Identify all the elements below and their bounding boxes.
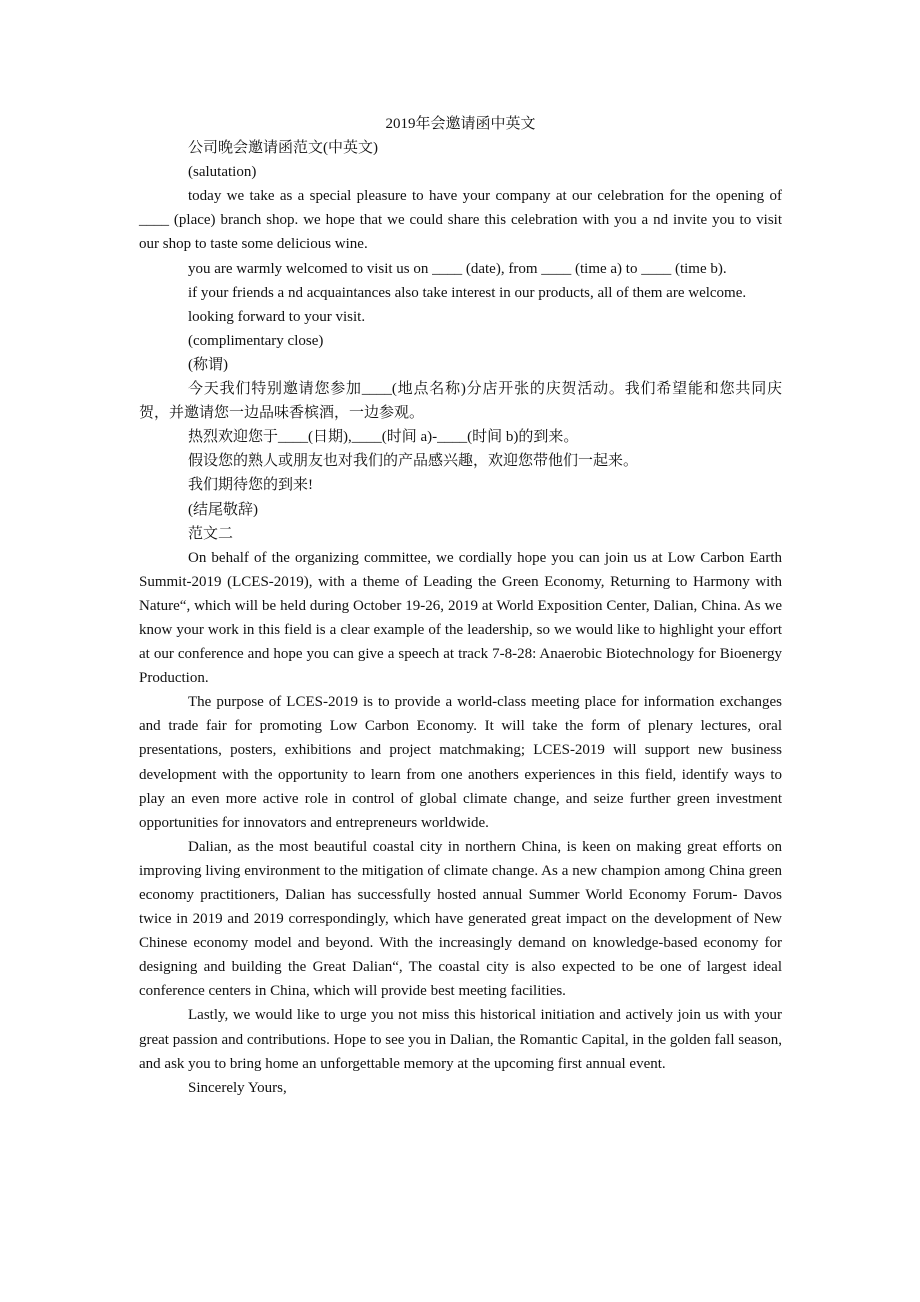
paragraph-looking-forward: looking forward to your visit. <box>188 308 366 325</box>
paragraph-sign-off: Sincerely Yours, <box>188 1079 287 1096</box>
paragraph-lces-purpose: The purpose of LCES-2019 is to provide a world-class meeting place for information exchanges and trade fair for promoting Low Carbon Economy. It will take the form of plenary lectures, oral presentations, posters, exhibitions and project matchmaking; LCES-2019 will support new business development with the opportunity to learn from one anothers experiences in this field, identify ways to play an even more active role in control of global climate change, and seize further green investment opportunities for innovators and entrepreneurs worldwide. <box>139 694 782 831</box>
paragraph-lastly: Lastly, we would like to urge you not miss this historical initiation and actively join us with your great passion and contributions. Hope to see you in Dalian, the Romantic Capital, in the golden fall season, and ask you to bring home an unforgettable memory at the upcoming first annual event. <box>139 1007 782 1072</box>
document-body <box>139 112 782 1100</box>
paragraph-salutation: (salutation) <box>188 164 257 181</box>
paragraph-dalian: Dalian, as the most beautiful coastal city in northern China, is keen on making great efforts on improving living environment to the mitigation of climate change. As a new champion among China green economy practitioners, Dalian has successfully hosted annual Summer World Economy Forum- Davos twice in 2019 and 2019 correspondingly, which have generated great impact on the development of New Chinese economy model and beyond. With the increasingly demand on knowledge-based economy for designing and building the Great Dalian“, The coastal city is also expected to be one of largest ideal conference centers in China, which will provide best meeting facilities. <box>139 838 782 1000</box>
paragraph-welcome-cn: 热烈欢迎您于____(日期),____(时间 a)-____(时间 b)的到来。 <box>188 429 579 446</box>
paragraph-invite-en: today we take as a special pleasure to have your company at our celebration for the opening of ____ (place) branch shop. we hope that we could share this celebration with you a nd invite you to visit our shop to taste some delicious wine. <box>139 188 782 253</box>
paragraph-sample-two-heading: 范文二 <box>188 525 234 542</box>
paragraph-friends-en: if your friends a nd acquaintances also take interest in our products, all of them are welcome. <box>188 284 747 301</box>
paragraph-lces-intro: On behalf of the organizing committee, we cordially hope you can join us at Low Carbon Earth Summit-2019 (LCES-2019), with a theme of Leading the Green Economy, Returning to Harmony with Nature“, which will be held during October 19-26, 2019 at World Exposition Center, Dalian, China. As we know your work in this field is a clear example of the leadership, so we would like to highlight your effort at our conference and hope you can give a speech at track 7-8-28: Anaerobic Biotechnology for Bioenergy Production. <box>139 549 782 687</box>
paragraph-friends-cn: 假设您的熟人或朋友也对我们的产品感兴趣，欢迎您带他们一起来。 <box>188 453 639 470</box>
document-title: 2019年会邀请函中英文 <box>385 116 536 132</box>
paragraph-close-cn: (结尾敬辞) <box>188 501 258 518</box>
paragraph-subtitle: 公司晚会邀请函范文(中英文) <box>188 140 378 157</box>
paragraph-complimentary-close: (complimentary close) <box>188 332 324 349</box>
paragraph-looking-forward-cn: 我们期待您的到来! <box>188 477 313 494</box>
paragraph-invite-cn: 今天我们特别邀请您参加____(地点名称)分店开张的庆贺活动。我们希望能和您共同庆贺，并邀请您一边品味香槟酒，一边参观。 <box>139 381 782 422</box>
paragraph-welcome-en: you are warmly welcomed to visit us on ____ (date), from ____ (time a) to ____ (time b). <box>188 260 727 277</box>
paragraph-salutation-cn: (称谓) <box>188 356 228 373</box>
